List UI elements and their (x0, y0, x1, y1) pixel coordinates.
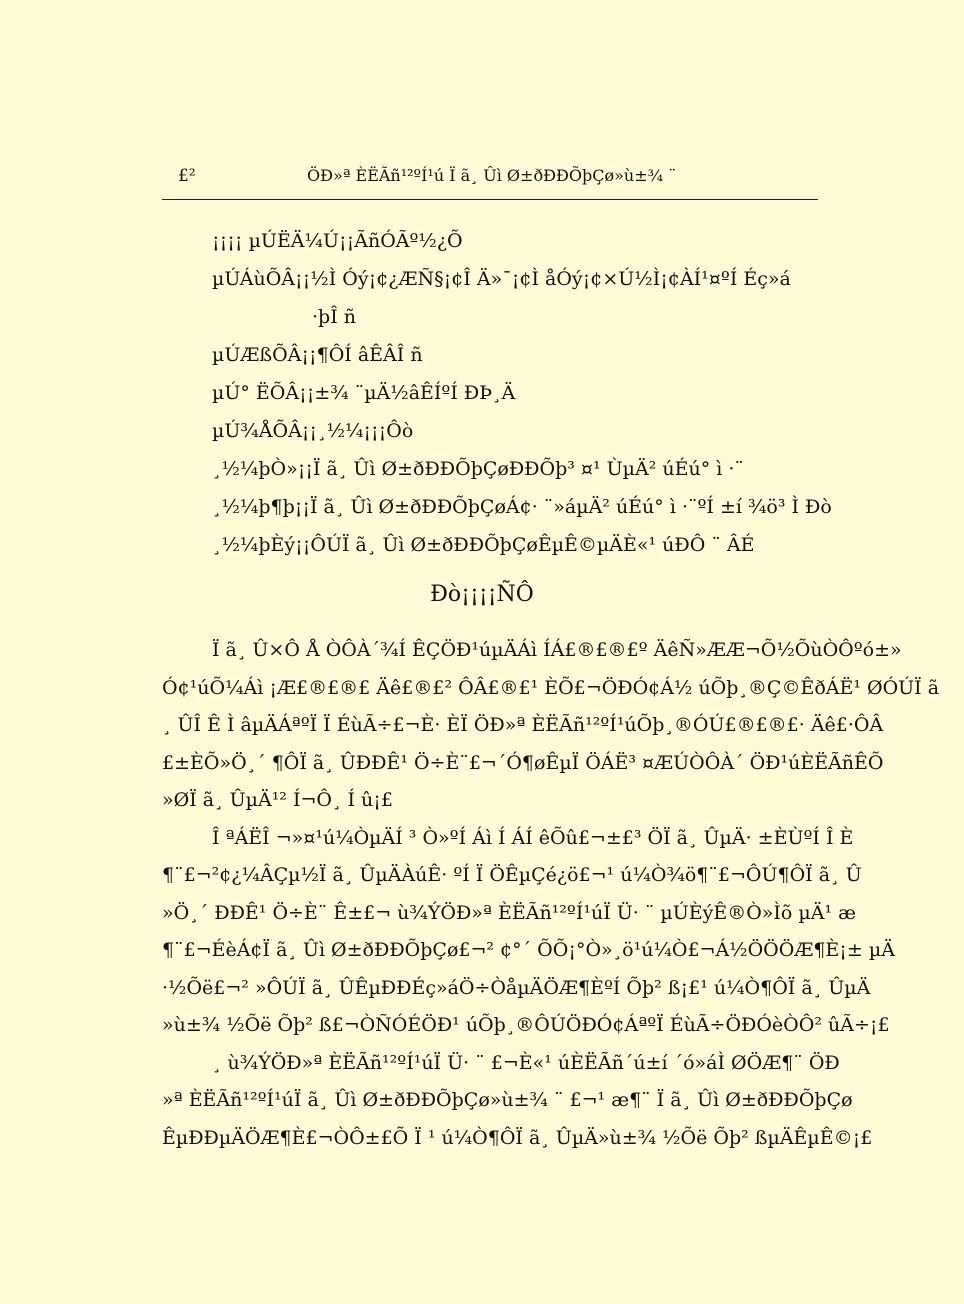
body-text (162, 632, 940, 1157)
page-number: £² (178, 166, 196, 186)
paragraph-line: ¸ ÛÎ Ê Ì âµÄÁªºÏ Ï ÉùÃ÷£¬È· ÈÏ ÖÐ»ª ÈËÃñ¹²ºÍ¹úÕþ¸®ÓÚ£®£®£· Äê£·ÔÂ (162, 714, 884, 736)
paragraph-line: ¶¨£¬ÉèÁ¢Ï ã¸ Ûì Ø±ðÐÐÕþÇø£¬² ¢°´ ÕÕ¡°Ò»¸ö¹ú¼Ò£¬Á½ÖÖÖÆ¶È¡± µÄ (162, 939, 895, 961)
contents-line-continuation: ·þÎ ñ (312, 306, 356, 328)
paragraph-line: »ØÏ ã¸ ÛµÄ¹² Í¬Ô¸ Í û¡£ (162, 789, 394, 811)
contents-list (212, 226, 832, 568)
contents-line: µÚ° ËÕÂ¡¡±¾ ¨µÄ½âÊÍºÍ ÐÞ¸Ä (212, 382, 516, 404)
paragraph-line: ¸ ù¾ÝÖÐ»ª ÈËÃñ¹²ºÍ¹úÏ Ü· ¨ £¬È«¹ úÈËÃñ´ú±í ´ó»áÌ ØÖÆ¶¨ ÖÐ (212, 1051, 840, 1074)
contents-line: µÚÆßÕÂ¡¡¶ÔÍ âÊÂÎ ñ (212, 344, 423, 366)
contents-line: µÚ¾ÅÕÂ¡¡¸½¼¡¡¡Ôò (212, 420, 414, 442)
contents-line: µÚÁùÕÂ¡¡½Ì Óý¡¢¿ÆÑ§¡¢Î Ä»¯¡¢Ì åÓý¡¢×Ú½Ì¡¢ÀÍ¹¤ºÍ Éç»á (212, 268, 791, 290)
paragraph-line: ÊµÐÐµÄÖÆ¶È£¬ÒÔ±£Õ Ï ¹ ú¼Ò¶ÔÏ ã¸ ÛµÄ»ù±¾ ½Õë Õþ² ßµÄÊµÊ©¡£ (162, 1126, 873, 1149)
contents-line: ¸½¼þ¶þ¡¡Ï ã¸ Ûì Ø±ðÐÐÕþÇøÁ¢· ¨»áµÄ² úÉú° ì ·¨ºÍ ±í ¾ö³ Ì Ðò (212, 496, 832, 518)
paragraph-line: »ù±¾ ½Õë Õþ² ß£¬ÒÑÓÉÖÐ¹ úÕþ¸®ÔÚÖÐÓ¢ÁªºÏ ÉùÃ÷ÖÐÓèÒÔ² ûÃ÷¡£ (162, 1014, 890, 1036)
page-header (162, 166, 818, 192)
paragraph-line: ·½Õë£¬² »ÔÚÏ ã¸ ÛÊµÐÐÉç»áÖ÷ÒåµÄÖÆ¶ÈºÍ Õþ² ß¡£¹ ú¼Ò¶ÔÏ ã¸ ÛµÄ (162, 976, 871, 999)
paragraph-line: Ï ã¸ Û×Ô Å ÒÔÀ´¾Í ÊÇÖÐ¹úµÄÁì ÍÁ£®£®£º ÄêÑ»ÆÆ¬Õ½ÕùÒÔºó±» (212, 639, 902, 661)
paragraph-line: »Ö¸´ ÐÐÊ¹ Ö÷È¨ Ê±£¬ ù¾ÝÖÐ»ª ÈËÃñ¹²ºÍ¹úÏ Ü· ¨ µÚÈýÊ®Ò»Ìõ µÄ¹ æ (162, 901, 856, 924)
paragraph-line: £±ÈÕ»Ö¸´ ¶ÔÏ ã¸ ÛÐÐÊ¹ Ö÷È¨£¬´Ó¶øÊµÏ ÖÁË³ ¤ÆÚÒÔÀ´ ÖÐ¹úÈËÃñÊÕ (162, 751, 884, 774)
contents-line: ¸½¼þÈý¡¡ÔÚÏ ã¸ Ûì Ø±ðÐÐÕþÇøÊµÊ©µÄÈ«¹ úÐÔ ¨ ÂÉ (212, 534, 755, 556)
contents-line: ¸½¼þÒ»¡¡Ï ã¸ Ûì Ø±ðÐÐÕþÇøÐÐÕþ³ ¤¹ ÙµÄ² úÉú° ì ·¨ (212, 458, 744, 480)
header-rule (162, 199, 818, 200)
section-title: Ðò¡¡¡¡ÑÔ (430, 582, 534, 607)
contents-line: ¡¡¡¡ µÚËÄ¼Ú¡¡ÃñÓÃº½¿Õ (212, 230, 463, 252)
paragraph-line: ¶¨£¬²¢¿¼ÂÇµ½Ï ã¸ ÛµÄÀúÊ· ºÍ Ï ÖÊµÇé¿ö£¬¹ ú¼Ò¾ö¶¨£¬ÔÚ¶ÔÏ ã¸ Û (162, 864, 862, 886)
paragraph-line: Î ªÁËÎ ¬»¤¹ú¼ÒµÄÍ ³ Ò»ºÍ Áì Í ÁÍ êÕû£¬±£³ ÖÏ ã¸ ÛµÄ· ±ÈÙºÍ Î È (212, 826, 854, 849)
paragraph-line: Ó¢¹úÕ¼Áì ¡Æ£®£®£ Äê£®£² ÔÂ£®£¹ ÈÕ£¬ÖÐÓ¢Á½ úÕþ¸®Ç©ÊðÁË¹ ØÓÚÏ ã (162, 676, 940, 699)
running-title: ÖÐ»ª ÈËÃñ¹²ºÍ¹ú Ï ã¸ Ûì Ø±ðÐÐÕþÇø»ù±¾ ¨ (307, 166, 677, 185)
paragraph-line: »ª ÈËÃñ¹²ºÍ¹úÏ ã¸ Ûì Ø±ðÐÐÕþÇø»ù±¾ ¨ £¬¹ æ¶¨ Ï ã¸ Ûì Ø±ðÐÐÕþÇø (162, 1089, 853, 1111)
